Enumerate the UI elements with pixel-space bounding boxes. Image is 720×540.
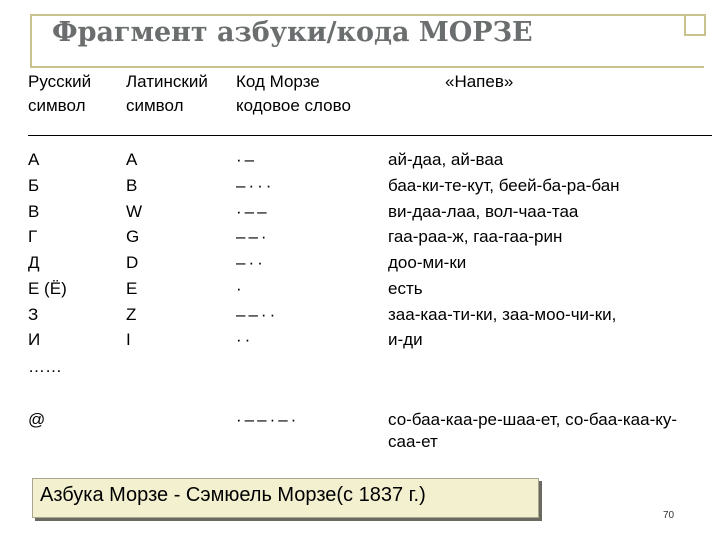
row-chant: ай-даа, ай-ваа: [388, 150, 504, 169]
row-lat: D: [126, 253, 139, 272]
row-ru: А: [28, 150, 40, 169]
header-russian-line2: символ: [28, 96, 86, 115]
row-chant: есть: [388, 279, 423, 298]
row-code: ––··: [236, 305, 279, 324]
header-chant: [445, 70, 513, 94]
at-chant-line2: саа-ет: [388, 432, 438, 451]
at-chant-line1: со-баа-каа-ре-шаа-ет, со-баа-каа-ку-: [388, 410, 678, 429]
at-symbol: @: [28, 410, 46, 429]
row-chant: ви-даа-лаа, вол-чаа-таа: [388, 202, 579, 221]
row-ru: Д: [28, 253, 40, 272]
row-ru: Г: [28, 227, 38, 246]
page-number: 70: [663, 510, 675, 521]
row-lat: I: [126, 330, 131, 349]
row-code: –··: [236, 253, 266, 272]
at-code: ·––·–·: [236, 410, 300, 429]
page-title: Фрагмент азбуки/кода МОРЗЕ: [52, 17, 533, 48]
row-ru: И: [28, 330, 41, 349]
header-russian-line1: Русский: [28, 72, 92, 91]
title-frame-corner: [684, 14, 706, 36]
row-chant: гаа-раа-ж, гаа-гаа-рин: [388, 227, 563, 246]
header-russian-symbol: [28, 70, 91, 118]
row-lat: G: [126, 227, 140, 246]
row-lat: Z: [126, 305, 137, 324]
header-divider: [28, 135, 712, 136]
row-code: ––·: [236, 227, 270, 246]
header-morse-line1: Код Морзе: [236, 72, 320, 91]
header-latin-line1: Латинский: [126, 72, 208, 91]
row-ru: З: [28, 305, 39, 324]
row-chant: доо-ми-ки: [388, 253, 467, 272]
header-latin-line2: символ: [126, 96, 184, 115]
row-chant: заа-каа-ти-ки, заа-моо-чи-ки,: [388, 305, 617, 324]
row-chant: баа-ки-те-кут, беей-ба-ра-бан: [388, 176, 620, 195]
header-chant-line1: «Напев»: [445, 72, 514, 91]
row-lat: B: [126, 176, 138, 195]
row-ru: Е (Ё): [28, 279, 67, 298]
row-code: –···: [236, 176, 275, 195]
row-code: ·: [236, 279, 245, 298]
row-code: ·––: [236, 202, 270, 221]
header-morse-line2: кодовое слово: [236, 96, 351, 115]
row-lat: A: [126, 150, 138, 169]
row-lat: E: [126, 279, 138, 298]
ellipsis: ……: [28, 357, 62, 376]
row-code: ·–: [236, 150, 258, 169]
row-ru: Б: [28, 176, 40, 195]
row-chant: и-ди: [388, 330, 423, 349]
header-morse-code: [236, 70, 351, 118]
row-code: ··: [236, 330, 254, 349]
row-ru: В: [28, 202, 40, 221]
header-latin-symbol: [126, 70, 208, 118]
row-lat: W: [126, 202, 143, 221]
banner-text: Азбука Морзе - Сэмюель Морзе(с 1837 г.): [40, 484, 426, 506]
